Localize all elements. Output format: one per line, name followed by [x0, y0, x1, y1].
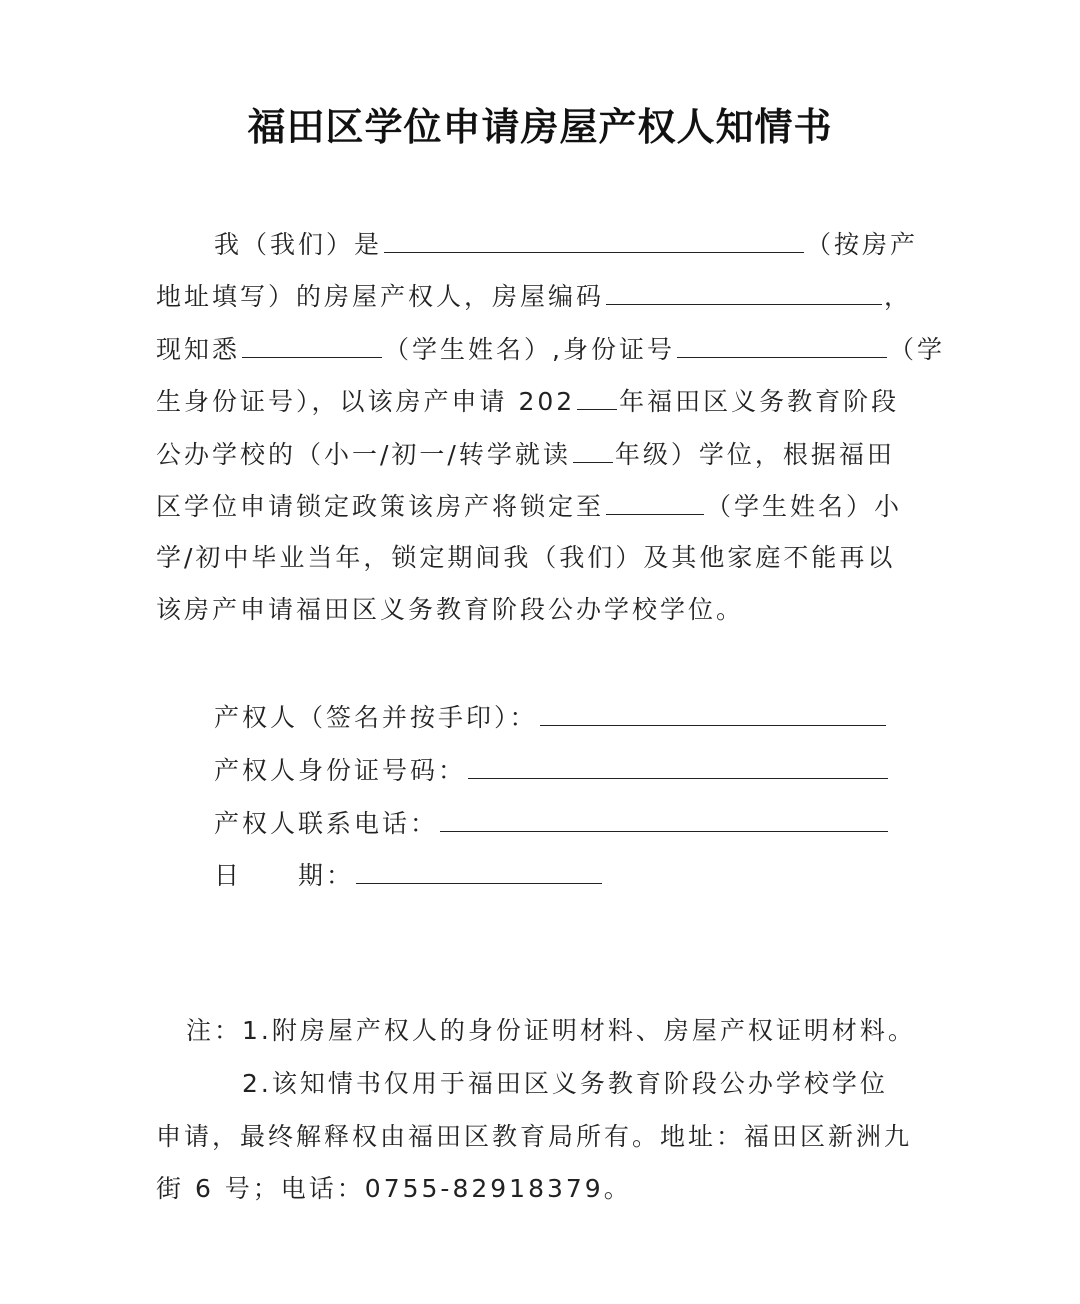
owner-signature-row — [214, 699, 888, 733]
owner-signature-label: 产权人（签名并按手印）： — [214, 703, 538, 732]
note-line-1: 注：1.附房屋产权人的身份证明材料、房屋产权证明材料。 — [186, 1016, 916, 1045]
owner-id-row — [214, 752, 890, 786]
date-row — [214, 857, 604, 891]
student-id-blank[interactable] — [677, 331, 887, 358]
note-line-4: 街 6 号；电话：0755-82918379。 — [156, 1174, 632, 1203]
body-text: 地址填写）的房屋产权人，房屋编码 — [156, 282, 605, 311]
body-text: （按房产 — [806, 230, 919, 259]
body-line-3 — [156, 331, 945, 365]
student-name-blank[interactable] — [242, 331, 382, 358]
body-text: 区学位申请锁定政策该房产将锁定至 — [156, 492, 605, 521]
body-text: （学生姓名）小 — [706, 492, 903, 521]
body-text: 生身份证号），以该房产申请 202 — [156, 387, 576, 416]
owner-phone-label: 产权人联系电话： — [214, 809, 439, 838]
property-address-blank[interactable] — [384, 226, 804, 253]
body-text: （学生姓名）,身份证号 — [384, 335, 675, 364]
locked-student-name-blank[interactable] — [606, 488, 704, 515]
date-blank[interactable] — [356, 857, 602, 884]
body-line-4 — [156, 383, 899, 417]
body-line-7: 学/初中毕业当年，锁定期间我（我们）及其他家庭不能再以 — [156, 543, 896, 572]
owner-signature-blank[interactable] — [540, 699, 886, 726]
owner-phone-blank[interactable] — [440, 805, 888, 832]
note-line-3: 申请，最终解释权由福田区教育局所有。地址：福田区新洲九 — [156, 1122, 913, 1151]
body-text: 公办学校的（小一/初一/转学就读 — [156, 440, 571, 469]
property-code-blank[interactable] — [606, 278, 882, 305]
body-text: ， — [884, 282, 913, 311]
owner-id-blank[interactable] — [468, 752, 888, 779]
body-line-1 — [214, 226, 918, 260]
body-line-2 — [156, 278, 912, 312]
date-label: 日 期： — [214, 861, 355, 890]
document-title: 福田区学位申请房屋产权人知情书 — [247, 104, 833, 149]
body-line-6 — [156, 488, 902, 522]
body-line-8: 该房产申请福田区义务教育阶段公办学校学位。 — [156, 595, 745, 624]
body-text: 我（我们）是 — [214, 230, 383, 259]
body-line-5 — [156, 436, 895, 470]
year-blank[interactable] — [577, 383, 617, 410]
grade-blank[interactable] — [573, 436, 613, 463]
owner-id-label: 产权人身份证号码： — [214, 756, 467, 785]
body-text: （学 — [888, 335, 945, 364]
body-text: 年福田区义务教育阶段 — [619, 387, 900, 416]
body-text: 现知悉 — [156, 335, 241, 364]
note-line-2: 2.该知情书仅用于福田区义务教育阶段公办学校学位 — [242, 1069, 888, 1098]
body-text: 年级）学位，根据福田 — [614, 440, 895, 469]
owner-phone-row — [214, 805, 890, 839]
